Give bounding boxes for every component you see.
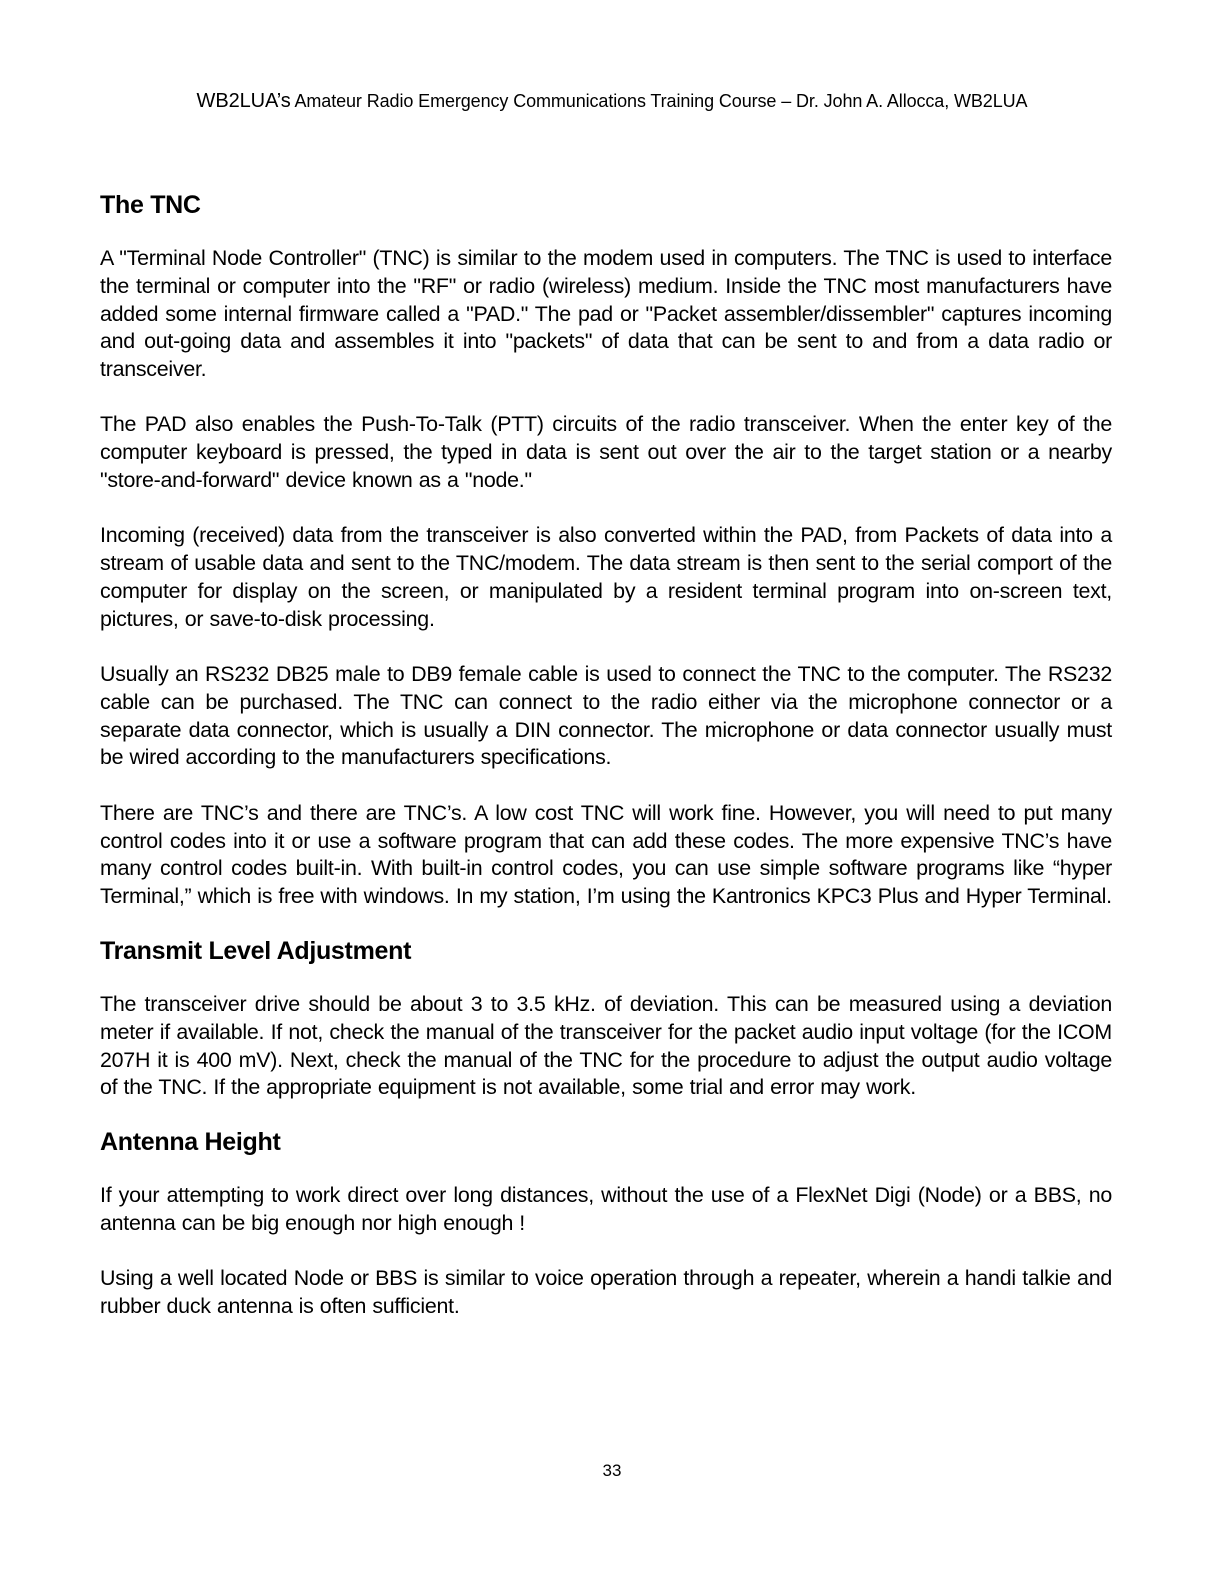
page-number: 33 (602, 1461, 622, 1480)
section-the-tnc (100, 188, 1112, 911)
section-heading: The TNC (100, 191, 201, 219)
paragraph: Incoming (received) data from the transceiver is also converted within the PAD, from Packets of data into a stream of usable data and sent to the TNC/modem. The data stream is then sent to the serial comport of the computer for display on the screen, or manipulated by a resident terminal program into on-screen text, pictures, or save-to-disk processing. (100, 523, 1112, 631)
paragraph: Using a well located Node or BBS is similar to voice operation through a repeater, wherein a handi talkie and rubber duck antenna is often sufficient. (100, 1266, 1112, 1319)
section-heading: Transmit Level Adjustment (100, 936, 412, 965)
running-header (0, 89, 1224, 113)
section-heading: Antenna Height (100, 1128, 281, 1157)
paragraph: There are TNC’s and there are TNC’s. A low cost TNC will work fine. However, you will need to put many control codes into it or use a software program that can add these codes. The more expensive TNC’s have many control codes built-in. With built-in control codes, you can use simple software programs like “hyper Terminal,” which is free with windows. In my station, I’m using the Kantronics KPC3 Plus and Hyper Terminal. (100, 800, 1112, 909)
paragraph: The transceiver drive should be about 3 to 3.5 kHz. of deviation. This can be measured using a deviation meter if available. If not, check the manual of the transceiver for the packet audio input voltage (for the ICOM 207H it is 400 mV). Next, check the manual of the TNC for the procedure to adjust the output audio voltage of the TNC. If the appropriate equipment is not available, some trial and error may work. (100, 991, 1112, 1100)
paragraph: The PAD also enables the Push-To-Talk (PTT) circuits of the radio transceiver. When the enter key of the computer keyboard is pressed, the typed in data is sent out over the air to the target station or a nearby "store-and-forward" device known as a "node." (100, 412, 1112, 493)
header-title: Amateur Radio Emergency Communications Training Course – Dr. John A. Allocca, WB2LUA (290, 91, 1028, 111)
paragraph: A "Terminal Node Controller" (TNC) is similar to the modem used in computers. The TNC is used to interface the terminal or computer into the "RF" or radio (wireless) medium. Inside the TNC most manufacturers have added some internal firmware called a "PAD." The pad or "Packet assembler/dissembler" captures incoming and out-going data and assembles it into "packets" of data that can be sent to and from a data radio or transceiver. (100, 246, 1112, 382)
section-antenna-height (100, 1125, 1112, 1321)
paragraph: Usually an RS232 DB25 male to DB9 female cable is used to connect the TNC to the computer. The RS232 cable can be purchased. The TNC can connect to the radio either via the microphone connector or a separate data connector, which is usually a DIN connector. The microphone or data connector usually must be wired according to the manufacturers specifications. (100, 662, 1112, 770)
paragraph: If your attempting to work direct over long distances, without the use of a FlexNet Digi (Node) or a BBS, no antenna can be big enough nor high enough ! (100, 1183, 1112, 1235)
section-transmit-level-adjustment (100, 934, 1112, 1102)
page-content (100, 188, 1112, 1321)
header-brand: WB2LUA’s (196, 90, 291, 112)
